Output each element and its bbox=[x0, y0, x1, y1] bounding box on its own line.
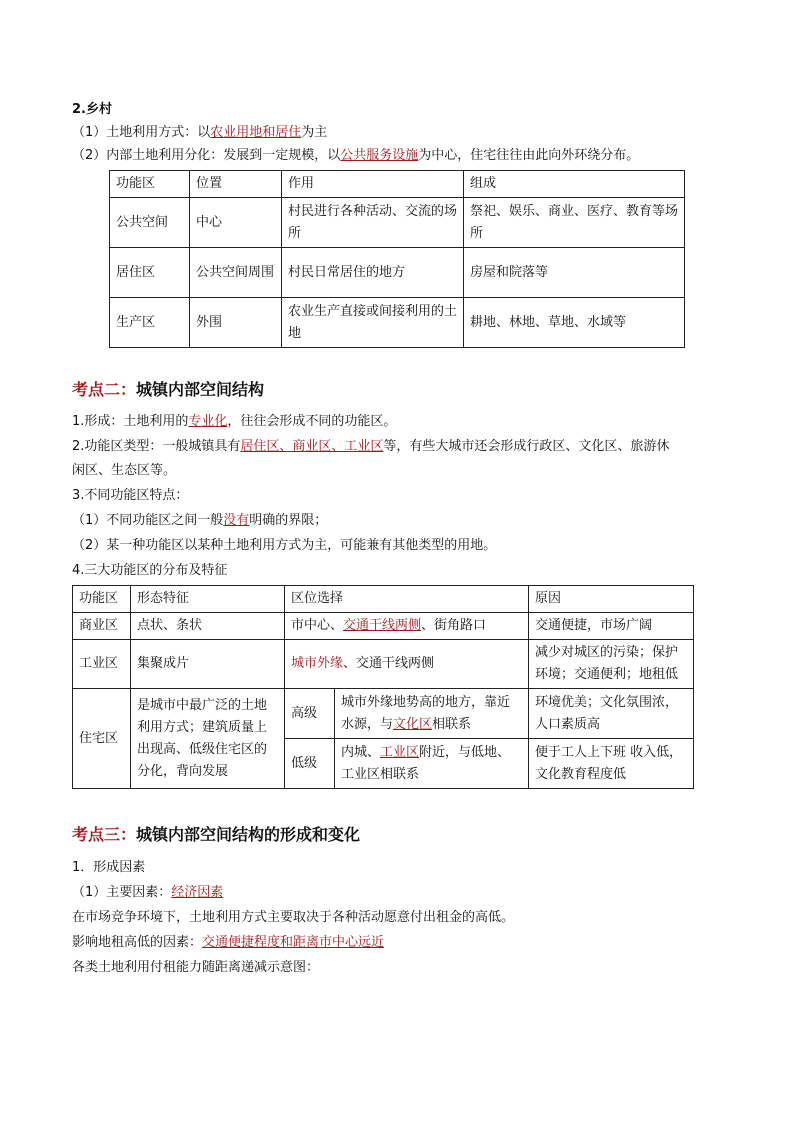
table-cell: 点状、条状 bbox=[131, 613, 285, 640]
paragraph: 闲区、生态区等。 bbox=[72, 463, 177, 478]
table-cell: 环境优美；文化氛围浓，人口素质高 bbox=[529, 689, 694, 739]
table-header: 形态特征 bbox=[131, 586, 285, 613]
table-row bbox=[110, 248, 685, 298]
paragraph: （2）某一种功能区以某种土地利用方式为主，可能兼有其他类型的用地。 bbox=[72, 538, 497, 553]
table-cell: 城市外缘、交通干线两侧 bbox=[285, 640, 529, 689]
table-cell: 公共空间周围 bbox=[190, 248, 282, 298]
table-cell: 中心 bbox=[190, 198, 282, 248]
table-row bbox=[73, 640, 694, 689]
paragraph: （1）土地利用方式：以农业用地和居住为主 bbox=[72, 125, 328, 140]
table-header-row bbox=[73, 586, 694, 613]
table-row bbox=[110, 198, 685, 248]
paragraph: 4.三大功能区的分布及特征 bbox=[72, 563, 228, 578]
table-header: 作用 bbox=[282, 171, 464, 198]
table-cell: 公共空间 bbox=[110, 198, 190, 248]
table-cell: 外围 bbox=[190, 298, 282, 348]
table-cell: 交通便捷，市场广阔 bbox=[529, 613, 694, 640]
village-zone-table bbox=[109, 170, 685, 348]
paragraph: 3.不同功能区特点： bbox=[72, 488, 189, 503]
table-cell: 住宅区 bbox=[73, 689, 131, 789]
table-cell: 村民日常居住的地方 bbox=[282, 248, 464, 298]
table-cell: 低级 bbox=[285, 739, 335, 789]
table-header: 组成 bbox=[464, 171, 685, 198]
paragraph: 1.形成：土地利用的专业化，往往会形成不同的功能区。 bbox=[72, 414, 397, 429]
section-heading: 考点二：城镇内部空间结构 bbox=[72, 380, 265, 399]
paragraph: （1）不同功能区之间一般没有明确的界限； bbox=[72, 513, 328, 528]
table-cell: 减少对城区的污染；保护环境；交通便利；地租低 bbox=[529, 640, 694, 689]
table-header: 功能区 bbox=[110, 171, 190, 198]
table-row bbox=[110, 298, 685, 348]
table-cell: 工业区 bbox=[73, 640, 131, 689]
table-cell: 是城市中最广泛的土地利用方式；建筑质量上出现高、低级住宅区的分化，背向发展 bbox=[131, 689, 285, 789]
section-title: 2.乡村 bbox=[72, 102, 112, 117]
table-cell: 房屋和院落等 bbox=[464, 248, 685, 298]
table-header-row bbox=[110, 171, 685, 198]
table-cell: 市中心、交通干线两侧、街角路口 bbox=[285, 613, 529, 640]
table-cell: 商业区 bbox=[73, 613, 131, 640]
table-row bbox=[73, 613, 694, 640]
table-cell: 高级 bbox=[285, 689, 335, 739]
paragraph: 在市场竞争环境下，土地利用方式主要取决于各种活动愿意付出租金的高低。 bbox=[72, 910, 515, 925]
table-cell: 村民进行各种活动、交流的场所 bbox=[282, 198, 464, 248]
table-cell: 便于工人上下班 收入低，文化教育程度低 bbox=[529, 739, 694, 789]
paragraph: 1．形成因素 bbox=[72, 860, 146, 875]
section-heading: 考点三：城镇内部空间结构的形成和变化 bbox=[72, 825, 361, 844]
paragraph: （1）主要因素：经济因素 bbox=[72, 885, 224, 900]
table-header: 位置 bbox=[190, 171, 282, 198]
table-cell: 城市外缘地势高的地方，靠近水源，与文化区相联系 bbox=[335, 689, 529, 739]
paragraph: 影响地租高低的因素：交通便捷程度和距离市中心远近 bbox=[72, 935, 385, 950]
table-cell: 祭祀、娱乐、商业、医疗、教育等场所 bbox=[464, 198, 685, 248]
paragraph: 2.功能区类型：一般城镇具有居住区、商业区、工业区等，有些大城市还会形成行政区、文化区、旅游休 bbox=[72, 439, 670, 454]
table-cell: 内城、工业区附近，与低地、工业区相联系 bbox=[335, 739, 529, 789]
table-row bbox=[73, 689, 694, 739]
paragraph: （2）内部土地利用分化：发展到一定规模，以公共服务设施为中心，住宅往往由此向外环绕分布。 bbox=[72, 148, 640, 163]
table-header: 原因 bbox=[529, 586, 694, 613]
table-cell: 农业生产直接或间接利用的土地 bbox=[282, 298, 464, 348]
table-cell: 居住区 bbox=[110, 248, 190, 298]
table-cell: 集聚成片 bbox=[131, 640, 285, 689]
paragraph: 各类土地利用付租能力随距离递减示意图： bbox=[72, 960, 320, 975]
function-zone-table bbox=[72, 585, 694, 789]
table-header: 功能区 bbox=[73, 586, 131, 613]
table-header: 区位选择 bbox=[285, 586, 529, 613]
table-cell: 耕地、林地、草地、水域等 bbox=[464, 298, 685, 348]
table-cell: 生产区 bbox=[110, 298, 190, 348]
